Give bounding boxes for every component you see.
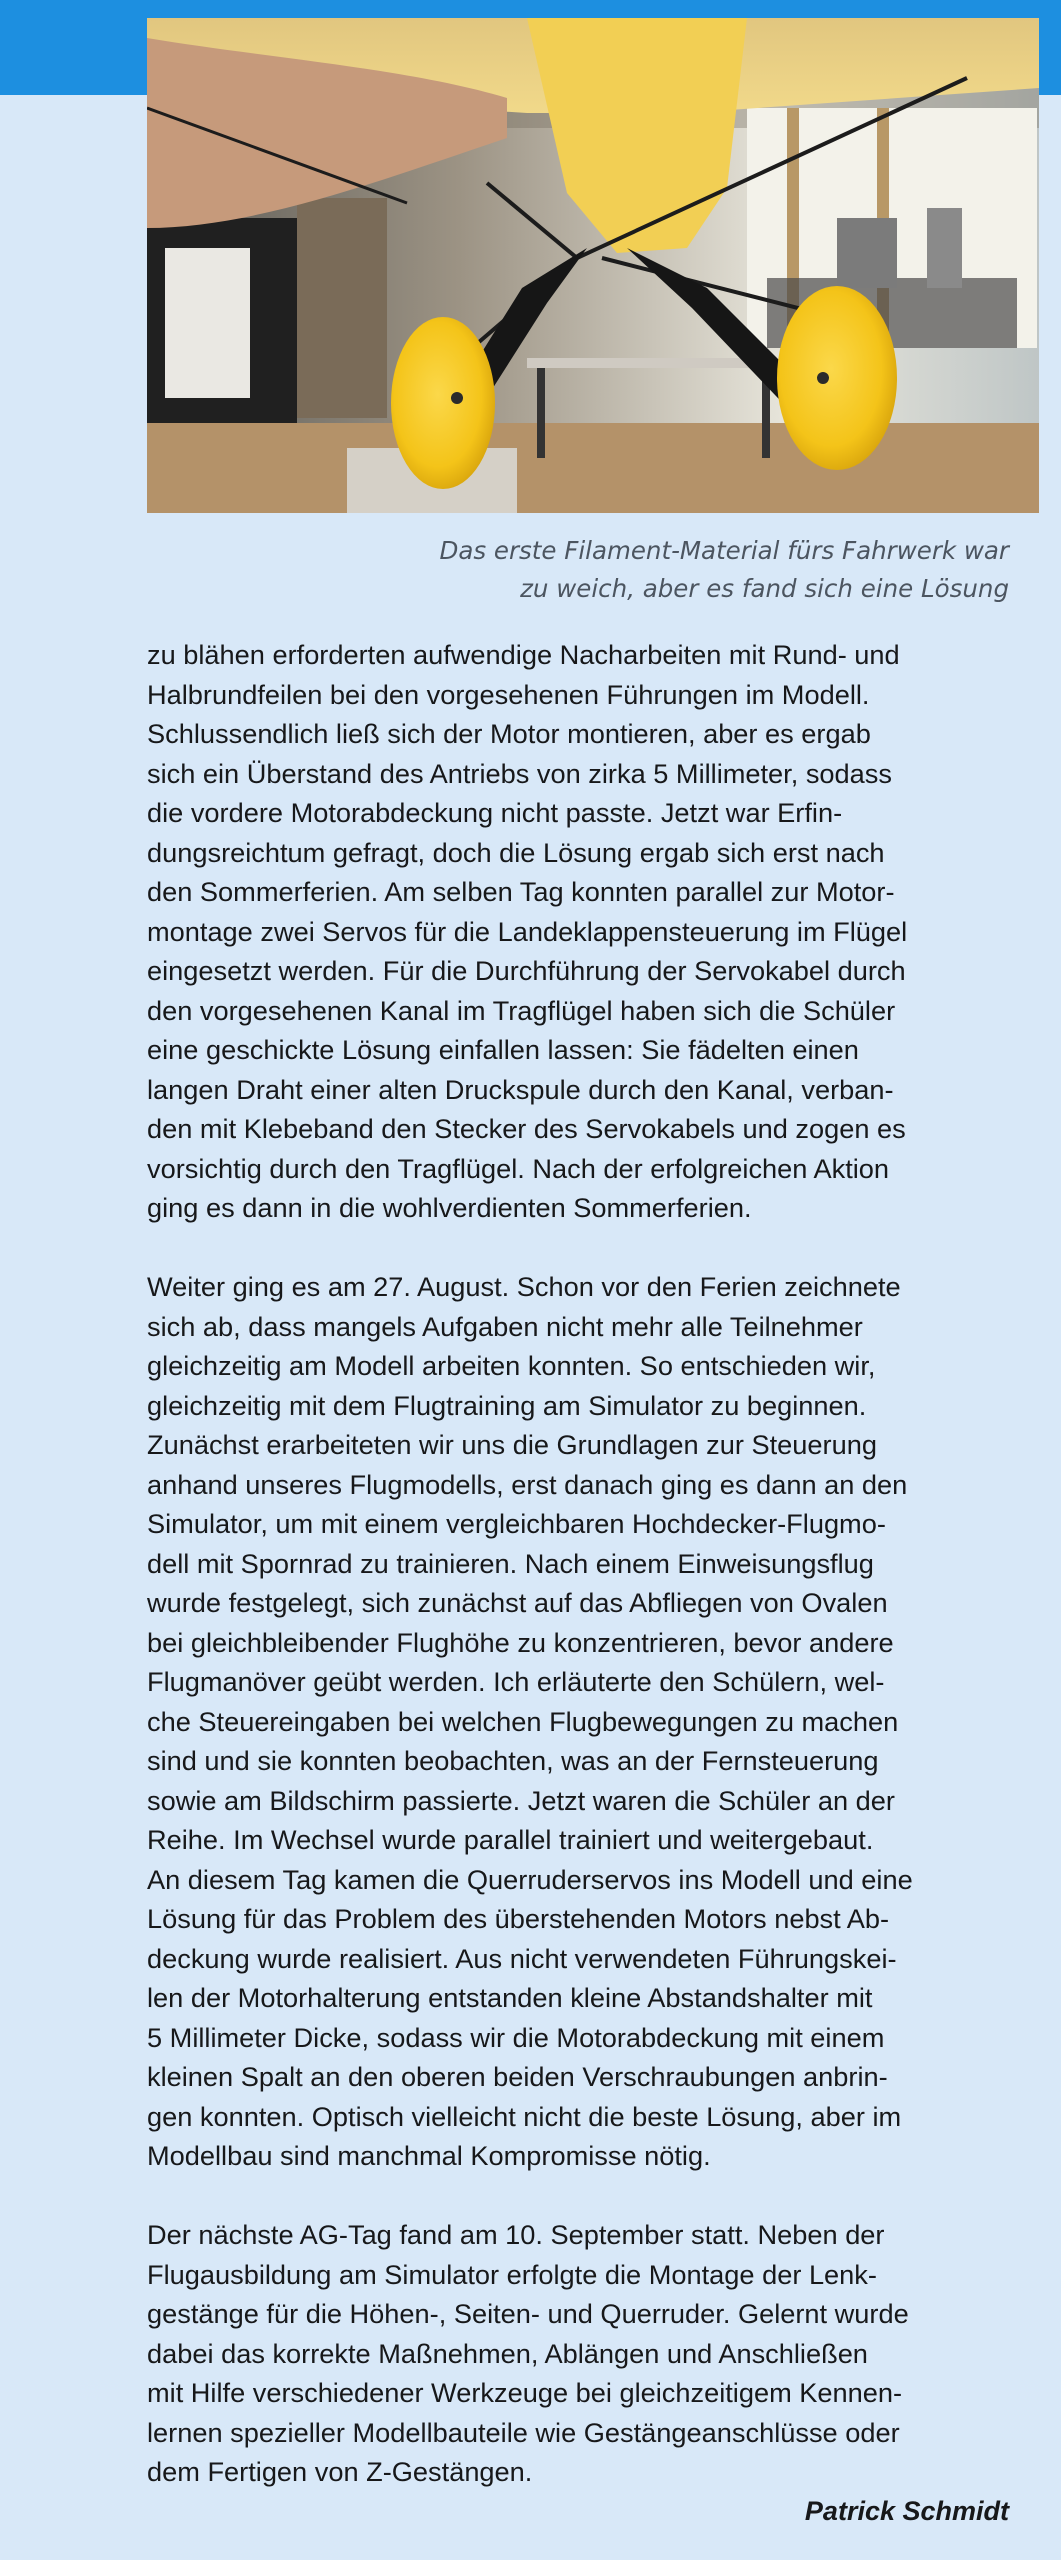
text-line: Lösung für das Problem des überstehenden Motors nebst Ab- [147,1903,890,1934]
text-line: montage zwei Servos für die Landeklappensteuerung im Flügel [147,915,908,947]
text-line: Reihe. Im Wechsel wurde parallel trainiert und weitergebaut. [147,1824,874,1855]
article-photo [147,18,1039,513]
text-line: dell mit Spornrad zu trainieren. Nach einem Einweisungsflug [147,1547,874,1579]
text-line: mit Hilfe verschiedener Werkzeuge bei gleichzeitigem Kennen- [147,2377,903,2408]
article-body [147,635,1017,2531]
text-line: Modellbau sind manchmal Kompromisse nötig. [147,2140,711,2171]
text-line: den mit Klebeband den Stecker des Servokabels und zogen es [147,1113,906,1144]
text-line: anhand unseres Flugmodells, erst danach ging es dann an den [147,1468,908,1500]
text-line: den Sommerferien. Am selben Tag konnten parallel zur Motor- [147,876,895,907]
text-line: vorsichtig durch den Tragflügel. Nach der erfolgreichen Aktion [147,1152,890,1184]
text-line: gen konnten. Optisch vielleicht nicht die beste Lösung, aber im [147,2100,902,2132]
text-line: 5 Millimeter Dicke, sodass wir die Motorabdeckung mit einem [147,2021,885,2053]
text-line: Flugausbildung am Simulator erfolgte die Montage der Lenk- [147,2258,877,2290]
text-line: sind und sie konnten beobachten, was an der Fernsteuerung [147,1745,879,1776]
article-paragraph-3 [147,2215,1017,2492]
text-line: gestänge für die Höhen-, Seiten- und Querruder. Gelernt wurde [147,2298,909,2329]
caption-line: Das erste Filament-Material fürs Fahrwerk war [439,536,1009,565]
text-line: An diesem Tag kamen die Querruderservos ins Modell und eine [147,1863,913,1895]
text-line: dungsreichtum gefragt, doch die Lösung ergab sich erst nach [147,836,885,868]
photo-caption [289,532,1009,608]
text-line: Weiter ging es am 27. August. Schon vor den Ferien zeichnete [147,1271,901,1302]
text-line: den vorgesehenen Kanal im Tragflügel haben sich die Schüler [147,994,896,1026]
text-line: Simulator, um mit einem vergleichbaren Hochdecker-Flugmo- [147,1508,886,1539]
text-line: lernen spezieller Modellbauteile wie Gestängeanschlüsse oder [147,2416,900,2448]
article-paragraph-1 [147,635,1017,1228]
text-line: Schlussendlich ließ sich der Motor montieren, aber es ergab [147,718,871,749]
text-line: dabei das korrekte Maßnehmen, Ablängen und Anschließen [147,2337,868,2369]
text-line: gleichzeitig mit dem Flugtraining am Simulator zu beginnen. [147,1389,867,1421]
author-name: Patrick Schmidt [804,2496,1009,2526]
article-paragraph-2 [147,1267,1017,2176]
text-line: langen Draht einer alten Druckspule durch den Kanal, verban- [147,1073,894,1105]
text-line: gleichzeitig am Modell arbeiten konnten. So entschieden wir, [147,1350,876,1381]
text-line: wurde festgelegt, sich zunächst auf das Abfliegen von Ovalen [147,1587,888,1618]
text-line: eine geschickte Lösung einfallen lassen: Sie fädelten einen [147,1034,859,1065]
text-line: Halbrundfeilen bei den vorgesehenen Führungen im Modell. [147,678,870,710]
text-line: sich ein Überstand des Antriebs von zirka 5 Millimeter, sodass [147,757,892,789]
text-line: zu blähen erforderten aufwendige Nacharbeiten mit Rund- und [147,639,900,670]
text-line: kleinen Spalt an den oberen beiden Verschraubungen anbrin- [147,2061,888,2092]
text-line: die vordere Motorabdeckung nicht passte. Jetzt war Erfin- [147,797,843,828]
text-line: Flugmanöver geübt werden. Ich erläuterte den Schülern, wel- [147,1666,885,1697]
text-line: Der nächste AG-Tag fand am 10. September statt. Neben der [147,2219,885,2250]
text-line: Zunächst erarbeiteten wir uns die Grundlagen zur Steuerung [147,1429,877,1460]
text-line: sowie am Bildschirm passierte. Jetzt waren die Schüler an der [147,1784,895,1816]
text-line: sich ab, dass mangels Aufgaben nicht mehr alle Teilnehmer [147,1310,863,1342]
text-line: deckung wurde realisiert. Aus nicht verwendeten Führungskei- [147,1942,897,1974]
text-line: che Steuereingaben bei welchen Flugbewegungen zu machen [147,1705,899,1737]
caption-line: zu weich, aber es fand sich eine Lösung [520,574,1009,603]
text-line: ging es dann in die wohlverdienten Sommerferien. [147,1192,752,1223]
text-line: len der Motorhalterung entstanden kleine Abstandshalter mit [147,1982,873,2013]
airplane-landing-gear-photo [147,18,1039,513]
text-line: dem Fertigen von Z-Gestängen. [147,2456,533,2487]
text-line: eingesetzt werden. Für die Durchführung der Servokabel durch [147,955,906,986]
text-line: bei gleichbleibender Flughöhe zu konzentrieren, bevor andere [147,1626,894,1658]
